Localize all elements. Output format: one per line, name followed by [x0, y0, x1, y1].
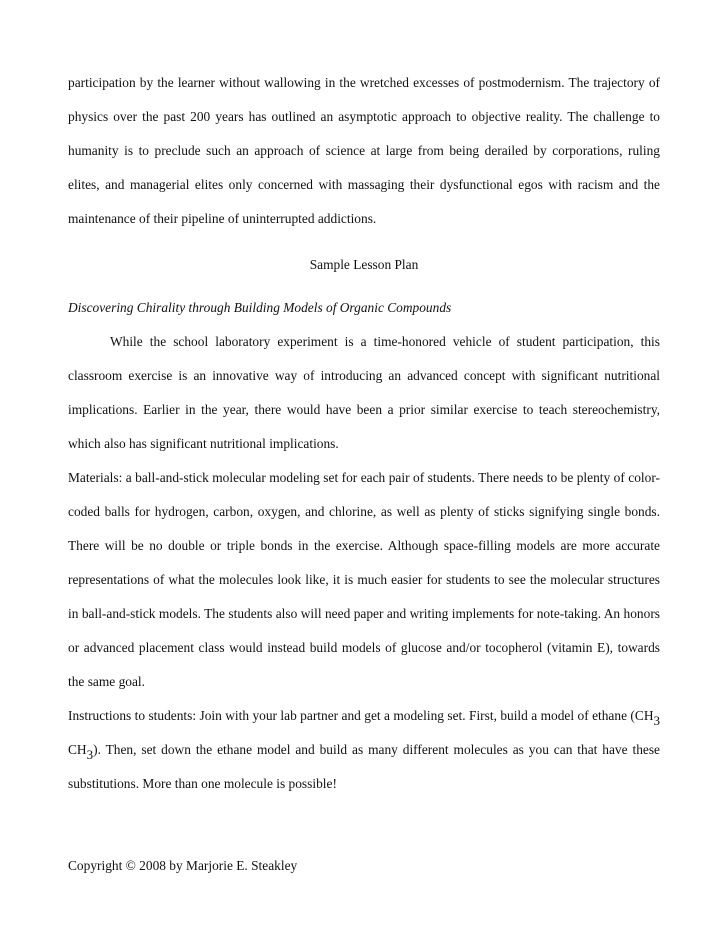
paragraph-materials: Materials: a ball-and-stick molecular modeling set for each pair of students. There needs to be plenty of color-coded balls for hydrogen, carbon, oxygen, and chlorine, as well as plenty of sticks signifying single bonds. There will be no double or triple bonds in the exercise. Although space-filling models are more accurate representations of what the molecules look like, it is much easier for students to see the molecular structures in ball-and-stick models. The students also will need paper and writing implements for note-taking. An honors or advanced placement class would instead build models of glucose and/or tocopherol (vitamin E), towards the same goal.	[68, 470, 660, 689]
subscript-3-first: 3	[653, 713, 660, 728]
subscript-3-second: 3	[86, 747, 94, 762]
paragraph-intro: While the school laboratory experiment is a time-honored vehicle of student participation, this classroom exercise is an innovative way of introducing an advanced concept with significant nutritional implications. Earlier in the year, there would have been a prior similar exercise to teach stereochemistry, which also has significant nutritional implications.	[68, 334, 660, 451]
instructions-text-b: CH	[68, 742, 87, 757]
paragraph-instructions	[68, 699, 660, 801]
section-heading: Sample Lesson Plan	[309, 257, 419, 272]
document-page	[68, 66, 660, 801]
lesson-subtitle: Discovering Chirality through Building Models of Organic Compounds	[68, 300, 452, 315]
instructions-text-c: ). Then, set down the ethane model and build as many different molecules as you can that have these substitutions. More than one molecule is possible!	[68, 742, 660, 791]
copyright-footer: Copyright © 2008 by Marjorie E. Steakley	[68, 858, 298, 873]
instructions-text-a: Instructions to students: Join with your lab partner and get a modeling set. First, build a model of ethane (CH	[68, 708, 654, 723]
paragraph-postmodernism: participation by the learner without wallowing in the wretched excesses of postmodernism. The trajectory of physics over the past 200 years has outlined an asymptotic approach to objective reality. The challenge to humanity is to preclude such an approach of science at large from being derailed by corporations, ruling elites, and managerial elites only concerned with massaging their dysfunctional egos with racism and the maintenance of their pipeline of uninterrupted addictions.	[68, 75, 660, 226]
